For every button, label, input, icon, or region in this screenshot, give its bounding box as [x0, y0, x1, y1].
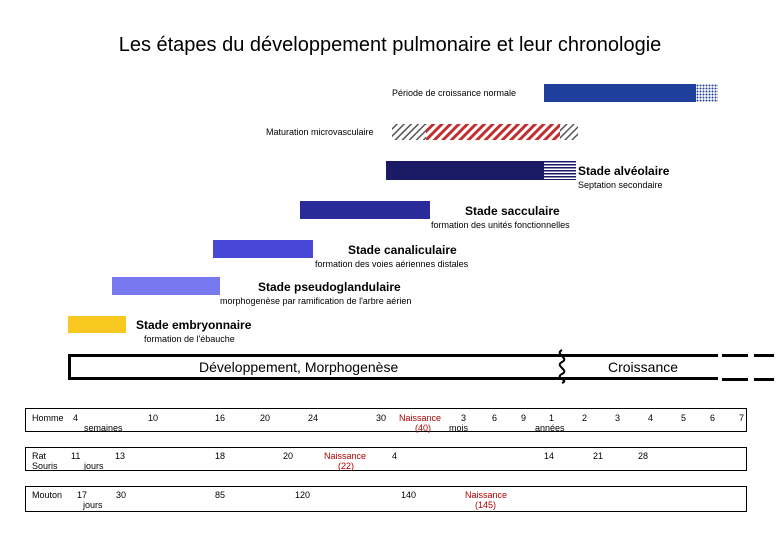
human-tick: 24 [308, 413, 319, 423]
dash-bottom-2 [754, 378, 774, 381]
sheep-birth-day: (145) [475, 500, 497, 510]
microvascular-bar [392, 121, 578, 143]
sheep-tick: 17 [77, 490, 88, 500]
human-year: 3 [615, 413, 621, 423]
rat-days-unit: jours [84, 461, 104, 471]
canalicular-stage-name: Stade canaliculaire [348, 243, 457, 257]
embryonic-stage-name: Stade embryonnaire [136, 318, 252, 332]
embryonic-stage-desc: formation de l'ébauche [144, 334, 235, 344]
human-year: 4 [648, 413, 654, 423]
human-year: 2 [582, 413, 588, 423]
human-years-unit: années [535, 423, 565, 433]
human-tick: 16 [215, 413, 226, 423]
sheep-species: Mouton [32, 490, 63, 500]
development-label: Développement, Morphogenèse [199, 359, 399, 375]
saccular-bar [300, 201, 430, 219]
sheep-tick: 30 [116, 490, 127, 500]
alveolar-bar [386, 161, 544, 180]
sheep-tick: 85 [215, 490, 226, 500]
human-tick: 10 [148, 413, 159, 423]
human-birth-week: (40) [415, 423, 432, 433]
rat-birth-day: (22) [338, 461, 355, 471]
sheep-tick: 120 [295, 490, 311, 500]
alveolar-fade [544, 161, 576, 180]
human-month: 6 [492, 413, 498, 423]
alveolar-stage-desc: Septation secondaire [578, 180, 663, 190]
dash-top-1 [722, 354, 748, 357]
pseudoglandular-stage-desc: morphogenèse par ramification de l'arbre aérien [220, 296, 412, 306]
rat-after: 28 [638, 451, 649, 461]
embryonic-bar [68, 316, 126, 333]
rat-species: Rat [32, 451, 47, 461]
human-tick: 20 [260, 413, 271, 423]
sheep-days-unit: jours [83, 500, 103, 510]
canalicular-stage-desc: formation des voies aériennes distales [315, 259, 469, 269]
alveolar-stage-name: Stade alvéolaire [578, 164, 670, 178]
growth-period-bar [544, 84, 696, 102]
squiggle-break-icon [552, 348, 572, 384]
rat-after: 4 [392, 451, 398, 461]
microvascular-label: Maturation microvasculaire [266, 127, 374, 137]
rat-tick: 18 [215, 451, 226, 461]
rat-tick: 13 [115, 451, 126, 461]
pseudoglandular-bar [112, 277, 220, 295]
human-months-unit: mois [449, 423, 469, 433]
dash-bottom-1 [722, 378, 748, 381]
human-year: 6 [710, 413, 716, 423]
human-tick: 30 [376, 413, 387, 423]
sheep-tick: 140 [401, 490, 417, 500]
canalicular-bar [213, 240, 313, 258]
growth-period-fade [696, 84, 718, 102]
human-month: 3 [461, 413, 467, 423]
timeline-sheep [25, 486, 747, 512]
human-year: 7 [739, 413, 745, 423]
rat-birth: Naissance [324, 451, 367, 461]
growth-label: Croissance [608, 359, 679, 375]
page-title: Les étapes du développement pulmonaire et leur chronologie [118, 34, 662, 56]
sheep-birth: Naissance [465, 490, 508, 500]
pseudoglandular-stage-name: Stade pseudoglandulaire [258, 280, 401, 294]
dash-top-2 [754, 354, 774, 357]
saccular-stage-desc: formation des unités fonctionnelles [431, 220, 570, 230]
rat-tick: 11 [71, 451, 81, 461]
rat-after: 14 [544, 451, 555, 461]
human-month: 9 [521, 413, 527, 423]
human-birth: Naissance [399, 413, 442, 423]
mouse-species: Souris [32, 461, 58, 471]
human-weeks-unit: semaines [84, 423, 123, 433]
human-species: Homme [32, 413, 64, 423]
rat-after: 21 [593, 451, 604, 461]
saccular-stage-name: Stade sacculaire [465, 204, 560, 218]
rat-tick: 20 [283, 451, 294, 461]
human-year: 1 [549, 413, 555, 423]
growth-period-label: Période de croissance normale [392, 88, 517, 98]
human-year: 5 [681, 413, 687, 423]
human-tick: 4 [73, 413, 79, 423]
